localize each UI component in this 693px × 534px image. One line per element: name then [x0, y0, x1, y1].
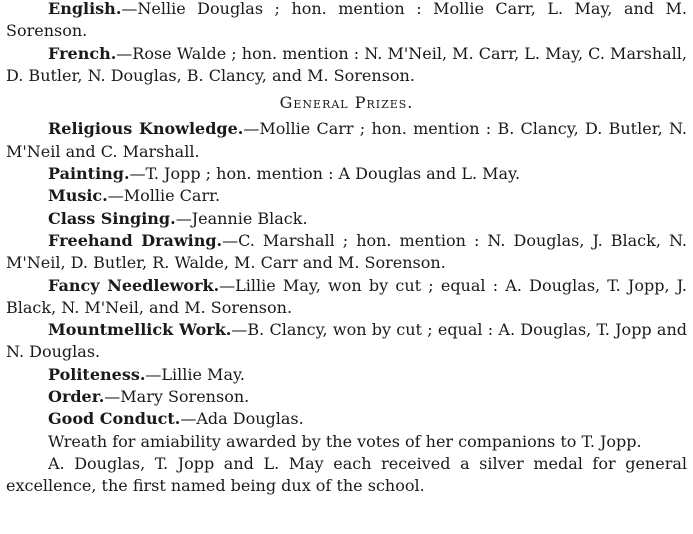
- subject-label: Painting.: [48, 164, 130, 184]
- prize-text: —Nellie Douglas ; hon. mention : Mollie Carr, L. May, and M. Sorenson.: [6, 0, 687, 41]
- silver-medal-paragraph: [6, 453, 687, 498]
- subject-label: Fancy Needlework.: [48, 275, 220, 295]
- prize-class-singing: [6, 208, 687, 230]
- subject-label: English.: [48, 0, 122, 18]
- prize-order: [6, 386, 687, 408]
- prize-freehand-drawing: [6, 230, 687, 275]
- subject-label: Mountmellick Work.: [48, 320, 232, 340]
- prize-text: —C. Marshall ; hon. mention : N. Douglas, J. Black, N. M'Neil, D. Butler, R. Walde, M. Carr and M. Sorenson.: [6, 230, 687, 273]
- section-heading: General Prizes.: [279, 93, 414, 113]
- prize-text: —Mollie Carr.: [107, 186, 221, 206]
- subject-label: Good Conduct.: [48, 409, 181, 429]
- prize-fancy-needlework: [6, 275, 687, 320]
- subject-label: French.: [48, 43, 117, 63]
- prize-text: —Jeannie Black.: [175, 208, 308, 228]
- prize-painting: [6, 163, 687, 185]
- subject-label: Freehand Drawing.: [48, 230, 223, 250]
- prize-text: —Mary Sorenson.: [104, 387, 250, 407]
- prize-french: [6, 43, 687, 88]
- prize-text: A. Douglas, T. Jopp and L. May each received a silver medal for general excellence, the first named being dux of the school.: [6, 453, 687, 496]
- prize-text: —Mollie Carr ; hon. mention : B. Clancy, D. Butler, N. M'Neil and C. Marshall.: [6, 119, 687, 161]
- wreath-paragraph: [6, 431, 687, 453]
- subject-label: Politeness.: [48, 364, 146, 384]
- prize-mountmellick-work: [6, 319, 687, 364]
- subject-label: Music.: [48, 186, 108, 206]
- prize-text: —Rose Walde ; hon. mention : N. M'Neil, M. Carr, L. May, C. Marshall, D. Butler, N. Douglas, B. Clancy, and M. Sorenson.: [6, 43, 687, 85]
- prize-english: [6, 0, 687, 43]
- prize-music: [6, 185, 687, 207]
- subject-label: Class Singing.: [48, 208, 176, 228]
- prize-text: —Lillie May, won by cut ; equal : A. Douglas, T. Jopp, J. Black, N. M'Neil, and M. Sorenson.: [6, 275, 687, 317]
- prize-text: —T. Jopp ; hon. mention : A Douglas and L. May.: [129, 164, 521, 184]
- prize-text: Wreath for amiability awarded by the votes of her companions to T. Jopp.: [48, 431, 642, 451]
- prize-text: —Lillie May.: [145, 364, 245, 384]
- prize-good-conduct: [6, 408, 687, 430]
- prize-politeness: [6, 364, 687, 386]
- prize-text: —Ada Douglas.: [180, 409, 304, 429]
- subject-label: Religious Knowledge.: [48, 119, 244, 139]
- prize-religious-knowledge: [6, 118, 687, 163]
- prize-text: —B. Clancy, won by cut ; equal : A. Douglas, T. Jopp and N. Douglas.: [6, 320, 688, 362]
- subject-label: Order.: [48, 387, 105, 407]
